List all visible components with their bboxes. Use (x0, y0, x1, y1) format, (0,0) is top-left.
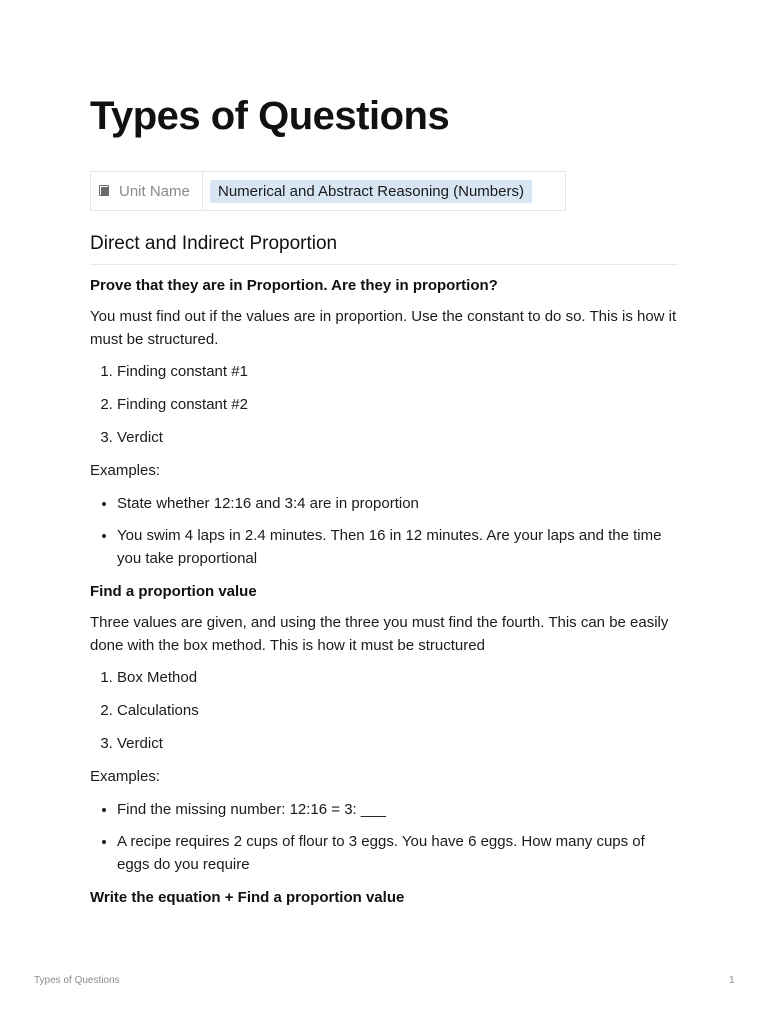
list-item: 1. Finding constant #1 (117, 360, 678, 383)
unit-name-tag[interactable]: Numerical and Abstract Reasoning (Numbers) (210, 180, 532, 203)
property-label: Unit Name (119, 182, 190, 200)
property-row (90, 171, 566, 211)
list-item: 3. Verdict (117, 426, 678, 449)
list-item: • You swim 4 laps in 2.4 minutes. Then 16 in 12 minutes. Are your laps and the time you take proportional (117, 524, 678, 570)
page-title: Types of Questions (90, 94, 450, 138)
database-icon (101, 187, 109, 196)
q1-steps (90, 360, 678, 449)
list-item: 3. Verdict (117, 732, 678, 755)
list-item: • Find the missing number: 12:16 = 3: ___ (117, 798, 678, 821)
q1-intro: You must find out if the values are in proportion. Use the constant to do so. This is how it must be structured. (90, 308, 677, 348)
document-content (90, 230, 678, 909)
q1-examples-label: Examples: (90, 462, 161, 479)
section-heading: Direct and Indirect Proportion (90, 230, 678, 265)
q3-heading: Write the equation + Find a proportion value (90, 889, 405, 906)
q2-steps (90, 666, 678, 755)
q1-examples (90, 492, 678, 570)
q2-examples (90, 798, 678, 876)
q2-intro: Three values are given, and using the three you must find the fourth. This can be easily done with the box method. This is how it must be structured (90, 614, 669, 654)
footer-page-number: 1 (729, 975, 735, 986)
list-item: • State whether 12:16 and 3:4 are in proportion (117, 492, 678, 515)
list-item: • A recipe requires 2 cups of flour to 3 eggs. You have 6 eggs. How many cups of eggs do you require (117, 830, 678, 876)
list-item: 1. Box Method (117, 666, 678, 689)
property-key (91, 172, 203, 210)
q2-examples-label: Examples: (90, 768, 161, 785)
footer-doc-title: Types of Questions (34, 975, 120, 986)
property-value (203, 172, 532, 210)
q2-heading: Find a proportion value (90, 583, 257, 600)
q1-heading: Prove that they are in Proportion. Are they in proportion? (90, 277, 498, 294)
list-item: 2. Calculations (117, 699, 678, 722)
list-item: 2. Finding constant #2 (117, 393, 678, 416)
